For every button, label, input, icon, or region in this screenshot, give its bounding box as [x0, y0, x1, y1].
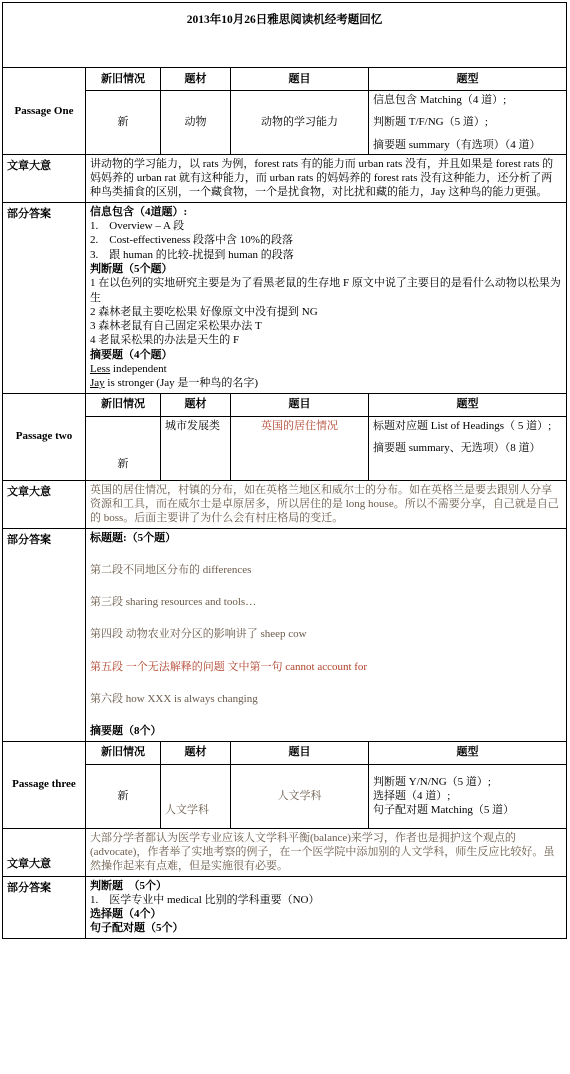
- p3-answers-heading-ynng: 判断题 （5个）: [90, 879, 167, 892]
- p1-answer-m2: 2. Cost-effectiveness 段落中含 10%的段落: [90, 234, 293, 247]
- p3-answers-heading-choice: 选择题（4个）: [90, 908, 162, 921]
- p2-header-topic: 题目: [231, 393, 369, 416]
- p1-answer-j3: 3 森林老鼠有自己固定采松果办法 T: [90, 320, 262, 333]
- p2-qtype-2: 摘要题 summary、无选项）（8 道）: [373, 441, 541, 454]
- p3-header-qtype: 题型: [369, 741, 567, 764]
- p3-summary-text: 大部分学者都认为医学专业应该人文学科平衡(balance)来学习，作者也是拥护这个观点的(advocate)，作者举了实地考察的例子，在一个医学院中添加别的人文学科，师生反应比较好。虽然操作起来有点难，但是实施很有必要。: [86, 828, 567, 876]
- p1-answers: [86, 202, 567, 393]
- p2-topic: 英国的居住情况: [231, 416, 369, 480]
- p3-qtypes: [369, 764, 567, 828]
- p1-topic: 动物的学习能力: [231, 91, 369, 155]
- p2-answer-a5: 第五段 一个无法解释的问题 文中第一句 cannot account for: [90, 660, 368, 673]
- p1-summary-label: 文章大意: [3, 154, 86, 202]
- p2-header-row: [3, 393, 567, 416]
- p2-qtype-1: 标题对应题 List of Headings（ 5 道）;: [373, 419, 552, 432]
- p1-new-old: 新: [86, 91, 161, 155]
- document-title: 2013年10月26日雅思阅读机经考题回忆: [3, 3, 567, 68]
- p1-answers-heading-matching: 信息包含（4道题）:: [90, 205, 188, 218]
- p3-summary-row: [3, 828, 567, 876]
- p3-answers: [86, 876, 567, 938]
- p2-summary-row: [3, 480, 567, 528]
- p2-header-qtype: 题型: [369, 393, 567, 416]
- p2-answer-a4: 第四段 动物农业对分区的影响讲了 sheep cow: [90, 628, 307, 641]
- p1-header-new-old: 新旧情况: [86, 68, 161, 91]
- exam-table: [2, 2, 567, 939]
- p1-answer-j2: 2 森林老鼠主要吃松果 好像原文中没有提到 NG: [90, 305, 318, 318]
- p2-answer-a3: 第三段 sharing resources and tools…: [90, 596, 257, 609]
- p1-qtype-2: 判断题 T/F/NG（5 道）;: [373, 116, 488, 129]
- p3-summary-label: 文章大意: [3, 828, 86, 876]
- p1-answer-s1: [90, 362, 562, 376]
- p1-summary-row: [3, 154, 567, 202]
- p2-answers: [86, 528, 567, 741]
- p2-info-row: [3, 416, 567, 480]
- p2-answers-heading-summary: 摘要题（8个）: [90, 725, 162, 738]
- p1-answer-j1: 1 在以色列的实地研究主要是为了看黑老鼠的生存地 F 原文中说了主要目的是看什么动物以松果为生: [90, 277, 561, 304]
- p3-header-new-old: 新旧情况: [86, 741, 161, 764]
- p3-answers-label: 部分答案: [3, 876, 86, 938]
- p2-label: Passage two: [3, 393, 86, 480]
- p2-answers-label: 部分答案: [3, 528, 86, 741]
- p1-qtype-1: 信息包含 Matching（4 道）;: [373, 94, 507, 106]
- p3-header-topic: 题目: [231, 741, 369, 764]
- p3-qtype-1: 判断题 Y/N/NG（5 道）;: [373, 775, 491, 788]
- p1-answer-m1: 1. Overview – A 段: [90, 220, 185, 233]
- p1-answer-s1-rest: independent: [110, 363, 167, 376]
- p3-header-material: 题材: [161, 741, 231, 764]
- p1-answers-heading-summary: 摘要题（4个题）: [90, 348, 173, 361]
- p2-material: 城市发展类: [161, 416, 231, 480]
- title-row: [3, 3, 567, 68]
- p3-answers-heading-matching: 句子配对题（5个）: [90, 922, 184, 935]
- p2-qtypes: [369, 416, 567, 480]
- exam-recall-document: [2, 2, 566, 939]
- p2-new-old: 新: [86, 416, 161, 480]
- p3-info-row: [3, 764, 567, 828]
- p1-qtypes: [369, 91, 567, 155]
- p1-label: Passage One: [3, 68, 86, 155]
- p2-summary-text: 英国的居住情况，村镇的分布，如在英格兰地区和威尔士的分布。如在英格兰是要去跟别人分享资源和工具，而在威尔士是卓原居多，所以居住的是 long house。所以不需要分享，自己就是自己的 boss。后面主要讲了为什么会有村庄格局的变迁。: [86, 480, 567, 528]
- p1-answer-s2: [90, 376, 562, 390]
- p3-qtype-3: 句子配对题 Matching（5 道）: [373, 804, 515, 817]
- p3-new-old: 新: [86, 764, 161, 828]
- p1-info-row: [3, 91, 567, 155]
- p1-answer-s2-rest: is stronger (Jay 是一种鸟的名字): [104, 377, 259, 390]
- p1-header-topic: 题目: [231, 68, 369, 91]
- p1-header-row: [3, 68, 567, 91]
- p2-answer-a6: 第六段 how XXX is always changing: [90, 693, 258, 706]
- p1-answers-heading-tfng: 判断题（5个题）: [90, 262, 173, 275]
- p3-material: 人文学科: [161, 764, 231, 828]
- p3-topic: 人文学科: [231, 764, 369, 828]
- p1-header-material: 题材: [161, 68, 231, 91]
- p1-answer-s2-underlined: Jay: [90, 377, 105, 390]
- p1-answer-s1-underlined: Less: [90, 363, 111, 376]
- p1-summary-text: 讲动物的学习能力，以 rats 为例，forest rats 有的能力而 urban rats 没有，并且如果是 forest rats 的妈妈养的 urban rat 就有这种能力，而 urban rats 的妈妈养的 forest rats 没有这种能力，还分析了两种鸟类捕食的区别，一个藏食物，一个是扰食物，对比扰和藏的能力，Jay 这种鸟的能力更强。: [86, 154, 567, 202]
- p2-header-new-old: 新旧情况: [86, 393, 161, 416]
- p3-qtype-2: 选择题（4 道）;: [373, 789, 451, 802]
- p2-answers-heading-headings: 标题题:（5个题）: [90, 531, 177, 544]
- p1-answers-row: [3, 202, 567, 393]
- p3-label: Passage three: [3, 741, 86, 828]
- p2-answer-a2: 第二段不同地区分布的 differences: [90, 563, 252, 576]
- p1-qtype-3: 摘要题 summary（有选项）（4 道）: [373, 138, 541, 151]
- p2-answers-row: [3, 528, 567, 741]
- p2-header-material: 题材: [161, 393, 231, 416]
- p1-answer-j4: 4 老鼠采松果的办法是天生的 F: [90, 334, 240, 347]
- p1-answers-label: 部分答案: [3, 202, 86, 393]
- p3-header-row: [3, 741, 567, 764]
- p3-answer-j1: 1. 医学专业中 medical 比别的学科重要（NO）: [90, 893, 320, 906]
- p2-summary-label: 文章大意: [3, 480, 86, 528]
- p1-material: 动物: [161, 91, 231, 155]
- p1-header-qtype: 题型: [369, 68, 567, 91]
- p1-answer-m3: 3. 跟 human 的比较-扰提到 human 的段落: [90, 248, 294, 261]
- p3-answers-row: [3, 876, 567, 938]
